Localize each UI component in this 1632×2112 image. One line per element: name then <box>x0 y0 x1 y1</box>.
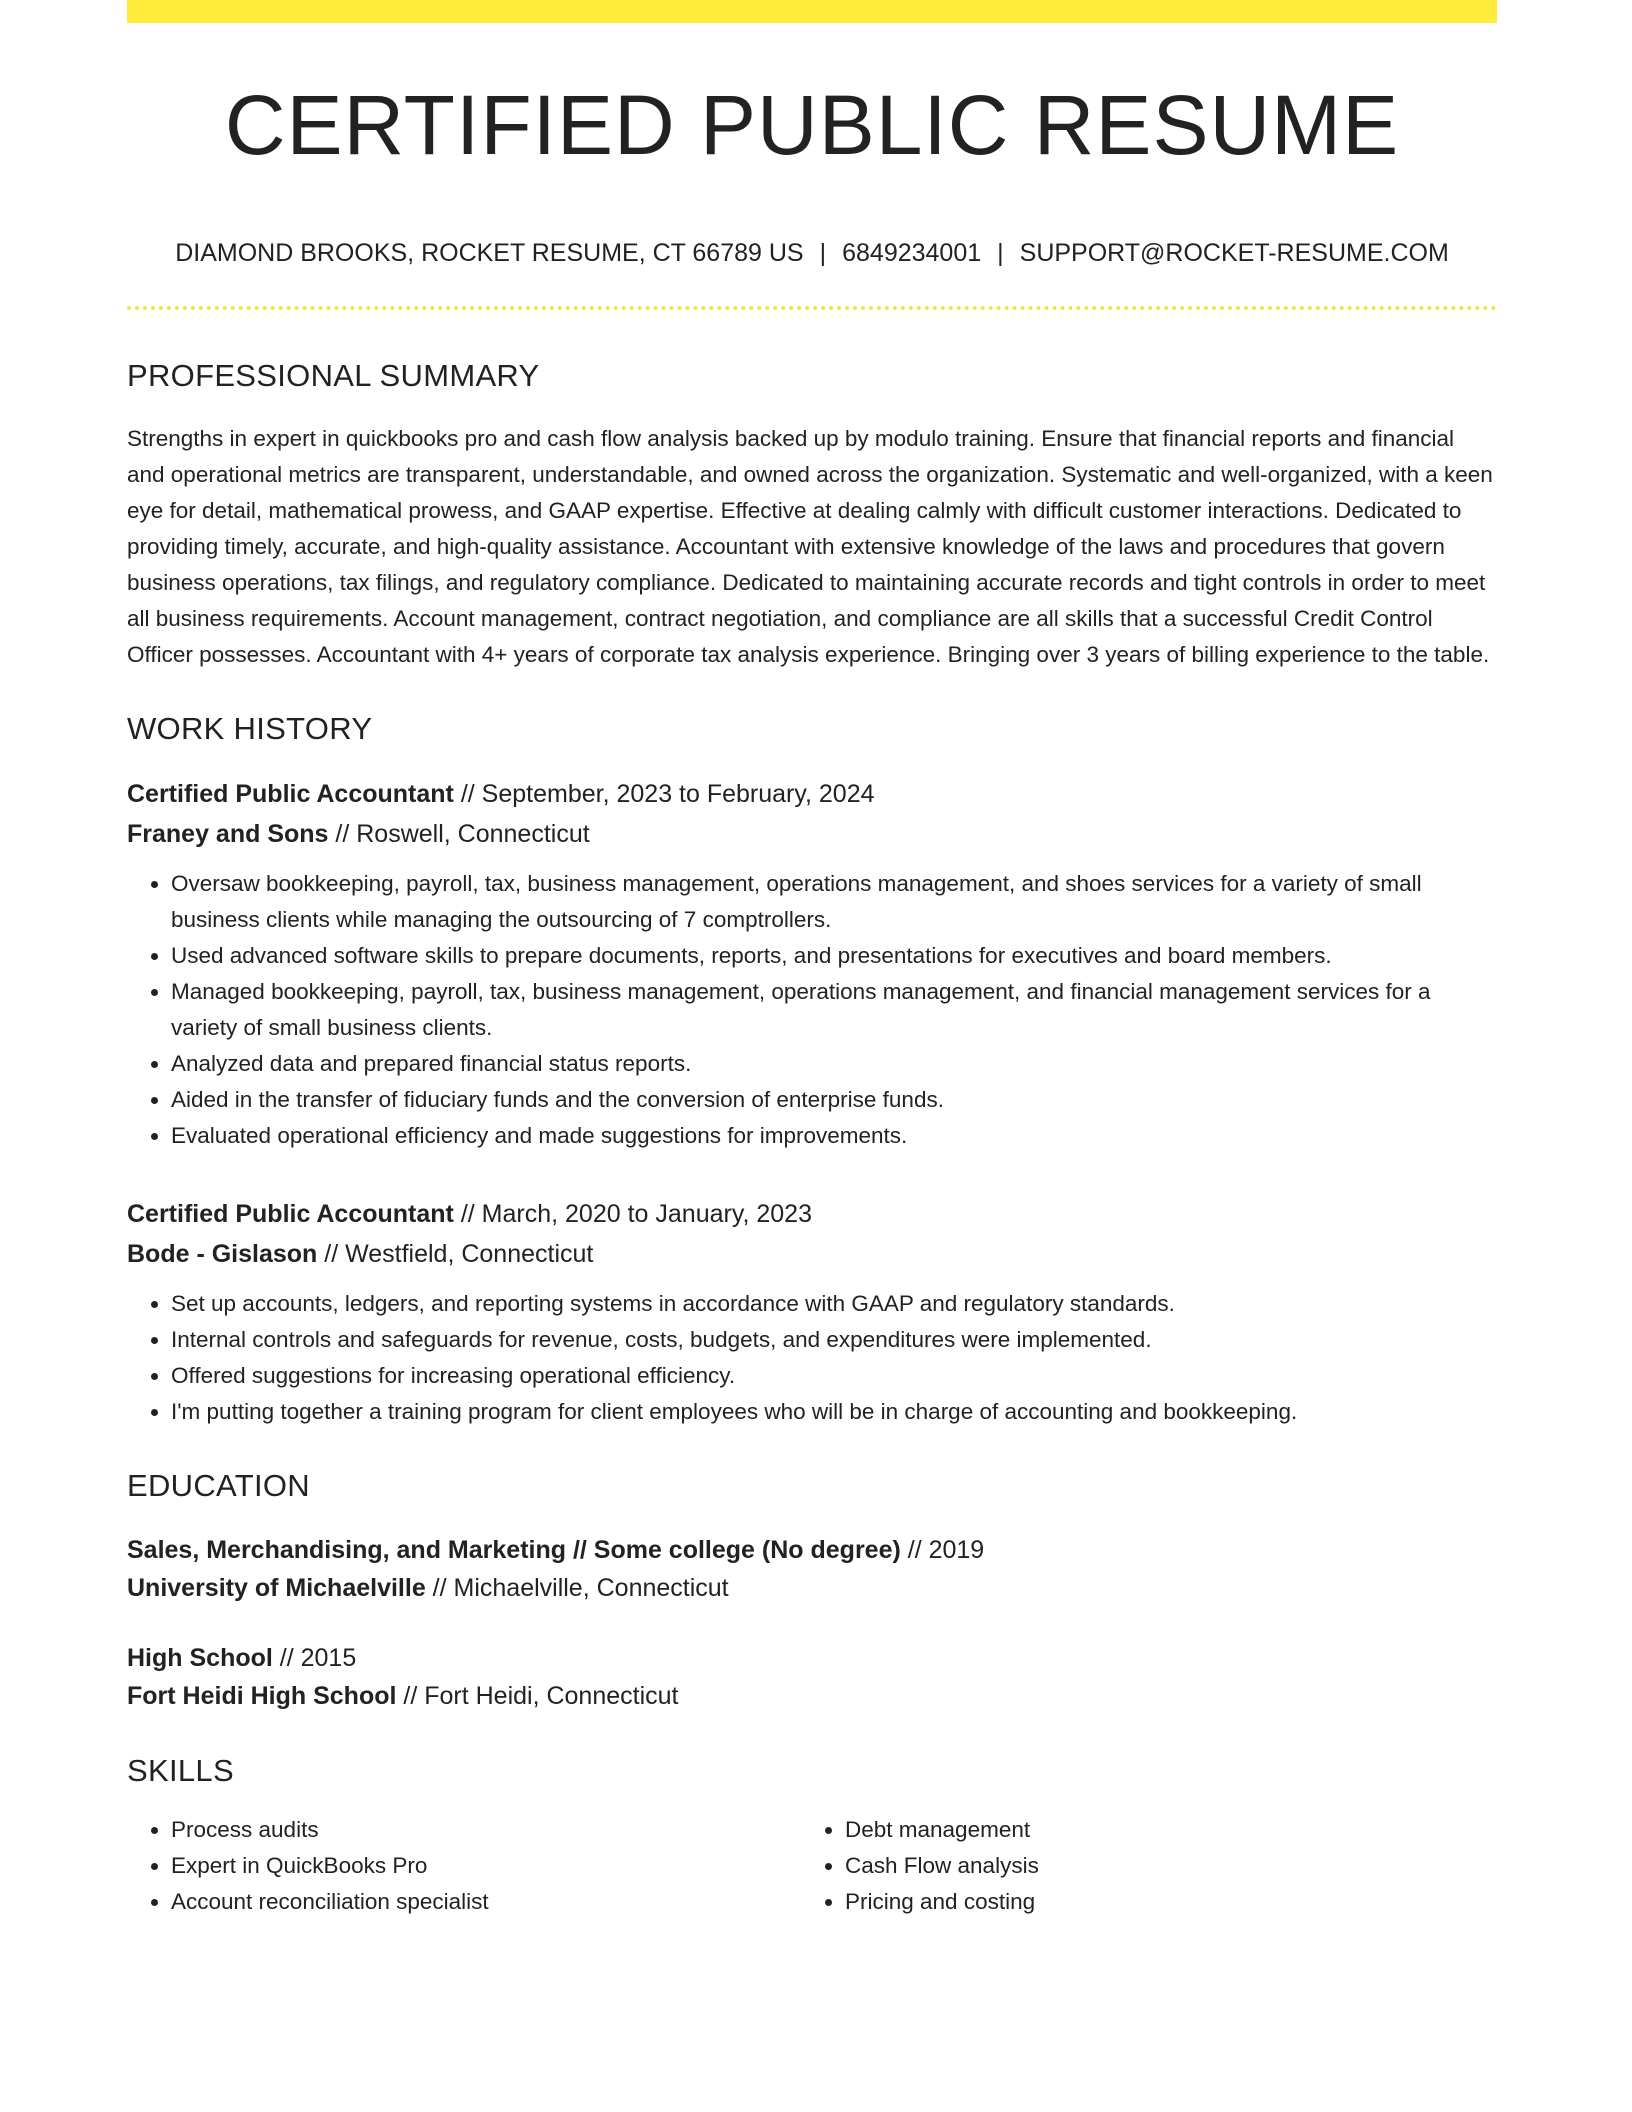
section-heading-education: EDUCATION <box>127 1468 310 1503</box>
contact-address: DIAMOND BROOKS, ROCKET RESUME, CT 66789 US <box>175 239 804 267</box>
education-location: // Michaelville, Connecticut <box>425 1574 729 1602</box>
skill-item: • Pricing and costing <box>845 1884 1475 1920</box>
education-school: University of Michaelville <box>127 1574 426 1602</box>
job-bullet: • I'm putting together a training program for client employees who will be in charge of accounting and bookkeeping. <box>171 1394 1497 1430</box>
education-degree-line <box>127 1639 1497 1677</box>
resume-page <box>127 0 1497 1920</box>
section-heading-skills: SKILLS <box>127 1753 234 1788</box>
job-company-line <box>127 814 1497 854</box>
contact-phone: 6849234001 <box>842 239 982 267</box>
skills-list <box>127 1812 1497 1920</box>
education-degree: High School <box>127 1644 273 1672</box>
education-school-line <box>127 1569 1497 1607</box>
job-bullet: • Internal controls and safeguards for revenue, costs, budgets, and expenditures were implemented. <box>171 1322 1497 1358</box>
education-entry <box>127 1531 1497 1607</box>
skill-item: • Expert in QuickBooks Pro <box>171 1848 801 1884</box>
education-school: Fort Heidi High School <box>127 1682 397 1710</box>
education-school-line <box>127 1677 1497 1715</box>
contact-separator: | <box>997 239 1004 267</box>
education-year: // 2019 <box>900 1536 985 1564</box>
skill-item: • Cash Flow analysis <box>845 1848 1475 1884</box>
job-location: // Roswell, Connecticut <box>328 820 590 848</box>
job-company: Franey and Sons <box>127 820 329 848</box>
job-bullet: • Set up accounts, ledgers, and reporting systems in accordance with GAAP and regulatory standards. <box>171 1286 1497 1322</box>
dotted-divider <box>127 306 1497 310</box>
job-entry <box>127 1194 1497 1430</box>
job-entry <box>127 774 1497 1154</box>
job-bullet: • Used advanced software skills to prepare documents, reports, and presentations for executives and board members. <box>171 938 1497 974</box>
job-bullet: • Managed bookkeeping, payroll, tax, business management, operations management, and financial management services for a variety of small business clients. <box>171 974 1497 1046</box>
job-bullet: • Aided in the transfer of fiduciary funds and the conversion of enterprise funds. <box>171 1082 1497 1118</box>
job-title-line <box>127 1194 1497 1234</box>
skills-column-left <box>127 1812 801 1920</box>
job-bullet: • Oversaw bookkeeping, payroll, tax, business management, operations management, and shoes services for a variety of small business clients while managing the outsourcing of 7 comptrollers. <box>171 866 1497 938</box>
resume-title: CERTIFIED PUBLIC RESUME <box>224 78 1400 172</box>
section-heading-summary: PROFESSIONAL SUMMARY <box>127 358 540 393</box>
contact-line <box>127 241 1497 266</box>
contact-email: SUPPORT@ROCKET-RESUME.COM <box>1019 239 1449 267</box>
job-bullets <box>127 866 1497 1154</box>
job-location: // Westfield, Connecticut <box>317 1240 594 1268</box>
job-bullet: • Analyzed data and prepared financial status reports. <box>171 1046 1497 1082</box>
job-bullet: • Offered suggestions for increasing operational efficiency. <box>171 1358 1497 1394</box>
job-dates: // March, 2020 to January, 2023 <box>453 1200 812 1228</box>
section-heading-work-history: WORK HISTORY <box>127 711 373 746</box>
education-degree-line <box>127 1531 1497 1569</box>
contact-separator: | <box>819 239 827 267</box>
job-title-line <box>127 774 1497 814</box>
education-location: // Fort Heidi, Connecticut <box>396 1682 679 1710</box>
education-degree: Sales, Merchandising, and Marketing // Some college (No degree) <box>127 1536 901 1564</box>
skill-item: • Process audits <box>171 1812 801 1848</box>
education-year: // 2015 <box>272 1644 357 1672</box>
job-company: Bode - Gislason <box>127 1240 318 1268</box>
job-title: Certified Public Accountant <box>127 1200 454 1228</box>
job-company-line <box>127 1234 1497 1274</box>
skill-item: • Account reconciliation specialist <box>171 1884 801 1920</box>
education-entry <box>127 1639 1497 1715</box>
job-bullets <box>127 1286 1497 1430</box>
skill-item: • Debt management <box>845 1812 1475 1848</box>
job-title: Certified Public Accountant <box>127 780 454 808</box>
summary-text: Strengths in expert in quickbooks pro and cash flow analysis backed up by modulo training. Ensure that financial reports and financial and operational metrics are transparent, understandable, and owned across the organization. Systematic and well-organized, with a keen eye for detail, mathematical prowess, and GAAP expertise. Effective at dealing calmly with difficult customer interactions. Dedicated to providing timely, accurate, and high-quality assistance. Accountant with extensive knowledge of the laws and procedures that govern business operations, tax filings, and regulatory compliance. Dedicated to maintaining accurate records and tight controls in order to meet all business requirements. Account management, contract negotiation, and compliance are all skills that a successful Credit Control Officer possesses. Accountant with 4+ years of corporate tax analysis experience. Bringing over 3 years of billing experience to the table. <box>127 426 1493 667</box>
skills-column-right <box>801 1812 1475 1920</box>
accent-top-bar <box>127 0 1497 23</box>
job-bullet: • Evaluated operational efficiency and made suggestions for improvements. <box>171 1118 1497 1154</box>
job-dates: // September, 2023 to February, 2024 <box>453 780 875 808</box>
